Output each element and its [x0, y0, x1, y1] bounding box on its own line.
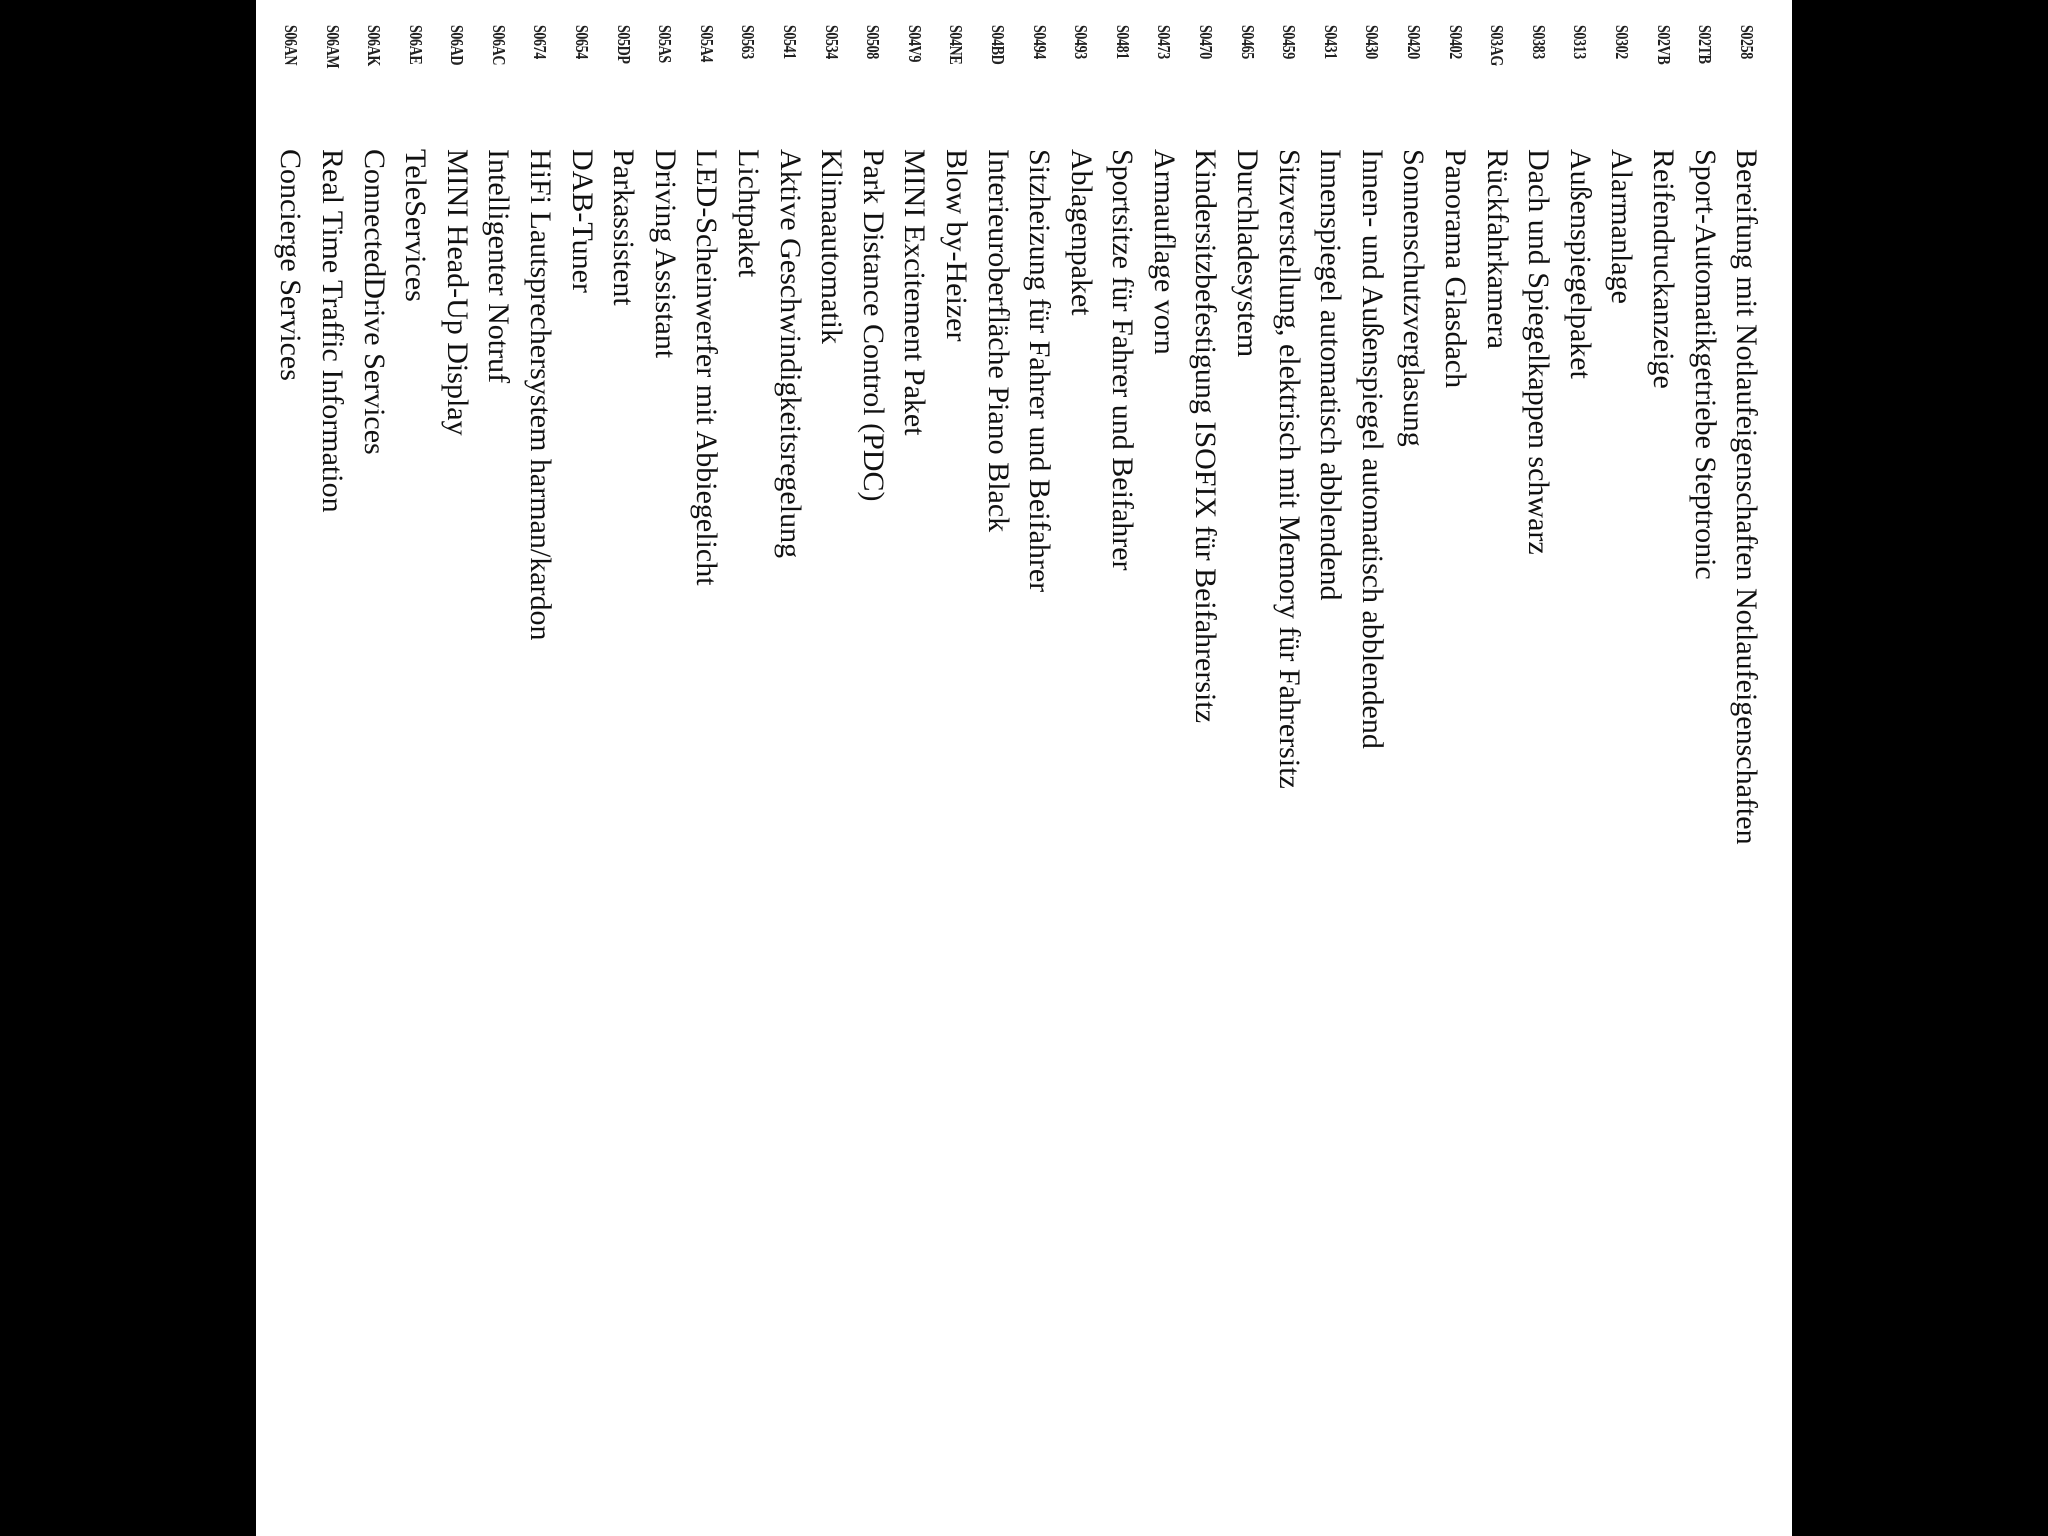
option-description: Sonnenschutzverglasung — [1397, 149, 1431, 447]
option-code: S0313 — [1570, 25, 1591, 59]
option-code: S06AM — [322, 25, 343, 69]
option-description: Interieuroberfläche Piano Black — [981, 149, 1015, 533]
option-row — [1268, 25, 1310, 1505]
option-row — [353, 25, 395, 1505]
option-code: S0459 — [1279, 25, 1300, 59]
option-description: Sitzverstellung, elektrisch mit Memory für Fahrersitz — [1272, 149, 1306, 789]
option-code: S04NE — [946, 25, 967, 65]
option-code: S0465 — [1237, 25, 1258, 59]
option-row — [1309, 25, 1351, 1505]
option-code: S06AE — [405, 25, 426, 65]
option-description: Aktive Geschwindigkeitsregelung — [773, 149, 807, 559]
option-code: S0431 — [1320, 25, 1341, 59]
option-row — [1642, 25, 1684, 1505]
rotated-page-content — [256, 0, 1792, 1536]
option-description: Klimaautomatik — [815, 149, 849, 344]
option-description: Armauflage vorn — [1147, 149, 1181, 355]
option-description: LED-Scheinwerfer mit Abbiegelicht — [690, 149, 724, 586]
option-code: S0430 — [1362, 25, 1383, 59]
option-code: S03AG — [1487, 25, 1508, 66]
option-code: S0420 — [1403, 25, 1424, 59]
option-row — [478, 25, 520, 1505]
option-row — [1601, 25, 1643, 1505]
option-description: TeleServices — [399, 149, 433, 302]
option-code: S0258 — [1736, 25, 1757, 59]
option-row — [1559, 25, 1601, 1505]
option-description: Außenspiegelpaket — [1563, 149, 1597, 379]
option-row — [1060, 25, 1102, 1505]
option-code: S05DP — [613, 25, 634, 64]
option-row — [1226, 25, 1268, 1505]
option-description: Innenspiegel automatisch abblendend — [1314, 149, 1348, 601]
option-code: S05AS — [655, 25, 676, 63]
option-description: Real Time Traffic Information — [316, 149, 350, 513]
option-description: DAB-Tuner — [565, 149, 599, 293]
option-description: Lichtpaket — [731, 149, 765, 278]
option-description: Durchladesystem — [1231, 149, 1265, 358]
option-description: Parkassistent — [607, 149, 641, 306]
option-description: Park Distance Control (PDC) — [856, 149, 890, 502]
option-description: Sitzheizung für Fahrer und Beifahrer — [1023, 149, 1057, 593]
option-code: S0481 — [1112, 25, 1133, 59]
option-row — [1185, 25, 1227, 1505]
option-row — [519, 25, 561, 1505]
option-row — [727, 25, 769, 1505]
option-code: S04V9 — [904, 25, 925, 63]
option-row — [1684, 25, 1726, 1505]
option-code: S05A4 — [696, 25, 717, 63]
option-row — [1725, 25, 1767, 1505]
option-code: S0534 — [821, 25, 842, 59]
option-row — [1018, 25, 1060, 1505]
option-row — [561, 25, 603, 1505]
option-code: S0654 — [572, 25, 593, 59]
option-description: HiFi Lautsprechersystem harman/kardon — [523, 149, 557, 641]
option-description: Bereifung mit Notlaufeigenschaften Notlaufeigenschaften — [1730, 149, 1764, 845]
option-description: Ablagenpaket — [1064, 149, 1098, 316]
option-row — [852, 25, 894, 1505]
option-description: MINI Excitement Paket — [898, 149, 932, 436]
option-row — [394, 25, 436, 1505]
option-description: Kindersitzbefestigung ISOFIX für Beifahrersitz — [1189, 149, 1223, 724]
option-description: ConnectedDrive Services — [357, 149, 391, 455]
option-code: S0508 — [863, 25, 884, 59]
option-row — [644, 25, 686, 1505]
option-row — [1434, 25, 1476, 1505]
option-description: Driving Assistant — [648, 149, 682, 359]
option-row — [686, 25, 728, 1505]
option-description: Rückfahrkamera — [1480, 149, 1514, 349]
option-row — [894, 25, 936, 1505]
option-code: S0402 — [1445, 25, 1466, 59]
document-page — [256, 0, 1792, 1536]
option-description: MINI Head-Up Display — [440, 149, 474, 436]
option-code: S02VB — [1653, 25, 1674, 65]
option-description: Sportsitze für Fahrer und Beifahrer — [1106, 149, 1140, 571]
option-code: S0470 — [1195, 25, 1216, 59]
option-code: S0494 — [1029, 25, 1050, 59]
option-row — [1476, 25, 1518, 1505]
option-row — [977, 25, 1019, 1505]
option-description: Reifendruckanzeige — [1647, 149, 1681, 389]
option-row — [1143, 25, 1185, 1505]
option-description: Concierge Services — [274, 149, 308, 381]
option-description: Panorama Glasdach — [1439, 149, 1473, 389]
option-code: S06AN — [280, 25, 301, 66]
option-description: Alarmanlage — [1605, 149, 1639, 304]
option-row — [270, 25, 312, 1505]
option-row — [602, 25, 644, 1505]
option-row — [1102, 25, 1144, 1505]
option-description: Innen- und Außenspiegel automatisch abblendend — [1355, 149, 1389, 749]
option-row — [1393, 25, 1435, 1505]
equipment-options-list — [270, 25, 1767, 1505]
option-code: S06AD — [447, 25, 468, 66]
option-code: S06AK — [364, 25, 385, 66]
option-code: S0302 — [1611, 25, 1632, 59]
option-code: S0493 — [1071, 25, 1092, 59]
option-code: S02TB — [1695, 25, 1716, 64]
option-code: S0563 — [738, 25, 759, 59]
option-row — [311, 25, 353, 1505]
option-row — [1517, 25, 1559, 1505]
option-row — [935, 25, 977, 1505]
option-code: S0541 — [780, 25, 801, 59]
option-row — [810, 25, 852, 1505]
option-code: S04BD — [988, 25, 1009, 65]
option-code: S06AC — [488, 25, 509, 66]
option-row — [436, 25, 478, 1505]
option-code: S0674 — [530, 25, 551, 59]
option-row — [769, 25, 811, 1505]
option-code: S0473 — [1154, 25, 1175, 59]
option-row — [1351, 25, 1393, 1505]
option-description: Blow by-Heizer — [939, 149, 973, 342]
option-description: Dach und Spiegelkappen schwarz — [1522, 149, 1556, 555]
option-code: S0383 — [1528, 25, 1549, 59]
option-description: Sport-Automatikgetriebe Steptronic — [1688, 149, 1722, 580]
option-description: Intelligenter Notruf — [482, 149, 516, 384]
